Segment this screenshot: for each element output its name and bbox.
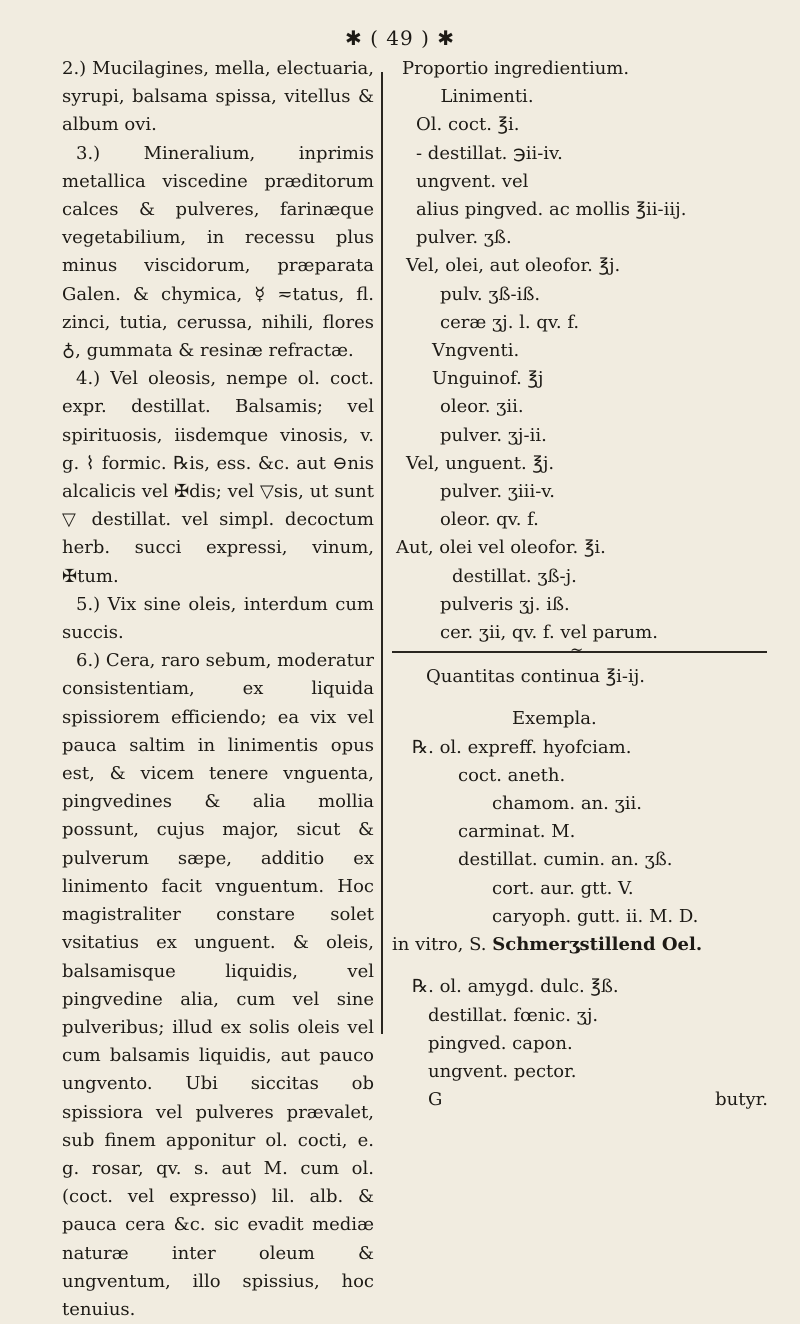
- recipe-line: Aut, olei vel oleofor. ℥i.: [396, 537, 606, 559]
- recipe-line: - destillat. ℈ii-iv.: [416, 142, 563, 164]
- recipe-line: destillat. ʒß-j.: [452, 565, 577, 587]
- vngventi-heading: Vngventi.: [432, 340, 520, 362]
- recipe-line: cer. ʒii, qv. f. vel parum.: [440, 622, 658, 644]
- proportion-title: Proportio ingredientium.: [402, 58, 630, 79]
- recipe-line: Vel, olei, aut oleofor. ℥j.: [406, 255, 621, 277]
- right-column: [392, 55, 792, 1114]
- recipe-line: Ol. coct. ℥i.: [416, 114, 520, 136]
- paragraph-6: 6.) Cera, raro sebum, moderatur consistentiam, ex liquida spissiorem efficiendo; ea vix vel pauca saltim in linimentis opus est, & vicem tenere vnguenta, pingvedines & alia mollia possunt, cujus major, sicut & pulverum sæpe, additio ex linimento facit vnguentum. Hoc magistraliter constare solet vsitatius ex unguent. & oleis, balsamisque liquidis, vel pingvedine alia, cum vel sine pulveribus; illud ex solis oleis vel cum balsamis liquidis, aut pauco ungvento. Ubi siccitas ob spissiora vel pulveres prævalet, sub finem apponitur ol. cocti, e. g. rosar, qv. s. aut M. cum ol. (coct. vel expresso) lil. alb. & pauca cera &c. sic evadit mediæ naturæ inter oleum & ungventum, illo spissius, hoc tenuius.: [62, 650, 374, 1320]
- paragraph-4: 4.) Vel oleosis, nempe ol. coct. expr. destillat. Balsamis; vel spirituosis, iisdemque vinosis, v. g. ⌇ formic. ℞is, ess. &c. aut ⊖nis alcalicis vel ✠dis; vel ▽sis, ut sunt ▽ destillat. vel simpl. decoctum herb. succi expressi, vinum, ✠tum.: [62, 368, 374, 587]
- linimenti-heading: Linimenti.: [440, 86, 534, 108]
- decorative-rule: [392, 651, 767, 661]
- page-footer: [392, 1086, 768, 1114]
- page-header: ✱ ( 49 ) ✱: [345, 26, 455, 50]
- recipe-line: carminat. M.: [458, 821, 576, 843]
- recipe-line: pulver. ʒß.: [416, 227, 512, 249]
- recipe-line: ℞. ol. expreff. hyofciam.: [412, 736, 632, 758]
- recipe-line: caryoph. gutt. ii. M. D.: [492, 905, 699, 927]
- in-vitro-label: in vitro, S.: [392, 934, 487, 956]
- recipe-line: oleor. ʒii.: [440, 396, 524, 418]
- exempla-heading: Exempla.: [512, 708, 597, 730]
- catchword: butyr.: [715, 1089, 768, 1111]
- recipe-line: Unguinof. ℥j: [432, 368, 544, 390]
- paragraph-5: 5.) Vix sine oleis, interdum cum succis.: [62, 593, 374, 644]
- recipe-line: cort. aur. gtt. V.: [492, 877, 634, 899]
- in-vitro-line: [392, 931, 792, 959]
- paragraph-3: 3.) Mineralium, inprimis metallica viscedine præditorum calces & pulveres, farinæque vegetabilium, in recessu plus minus viscidorum, præparata Galen. & chymica, ☿ ≂tatus, fl. zinci, tutia, cerussa, nihili, flores ♁, gummata & resinæ refractæ.: [62, 142, 374, 362]
- recipe-line: oleor. qv. f.: [440, 509, 539, 531]
- recipe-line: ungvent. pector.: [428, 1060, 577, 1082]
- in-vitro-fraktur: Schmerʒstillend Oel.: [492, 934, 703, 956]
- column-divider: [381, 72, 383, 1034]
- paragraph-2: 2.) Mucilagines, mella, electuaria, syrupi, balsama spissa, vitellus & album ovi.: [62, 58, 374, 136]
- recipe-line: coct. aneth.: [458, 764, 566, 786]
- recipe-line: alius pingved. ac mollis ℥ii-iij.: [416, 199, 687, 221]
- recipe-line: pulver. ʒj-ii.: [440, 424, 547, 446]
- recipe-line: pingved. capon.: [428, 1032, 573, 1054]
- left-column: [62, 55, 374, 1324]
- recipe-line: destillat. cumin. an. ʒß.: [458, 849, 673, 871]
- quantitas-line: Quantitas continua ℥i-ij.: [426, 666, 646, 688]
- recipe-line: pulver. ʒiii-v.: [440, 481, 556, 503]
- recipe-line: ℞. ol. amygd. dulc. ℥ß.: [412, 976, 619, 998]
- recipe-line: ceræ ʒj. l. qv. f.: [440, 311, 580, 333]
- recipe-line: Vel, unguent. ℥j.: [406, 452, 555, 474]
- recipe-line: destillat. fœnic. ʒj.: [428, 1004, 599, 1026]
- recipe-line: ungvent. vel: [416, 170, 529, 192]
- recipe-line: pulv. ʒß-iß.: [440, 283, 541, 305]
- recipe-line: pulveris ʒj. iß.: [440, 593, 570, 615]
- recipe-line: chamom. an. ʒii.: [492, 793, 642, 815]
- signature-mark: G: [428, 1089, 443, 1111]
